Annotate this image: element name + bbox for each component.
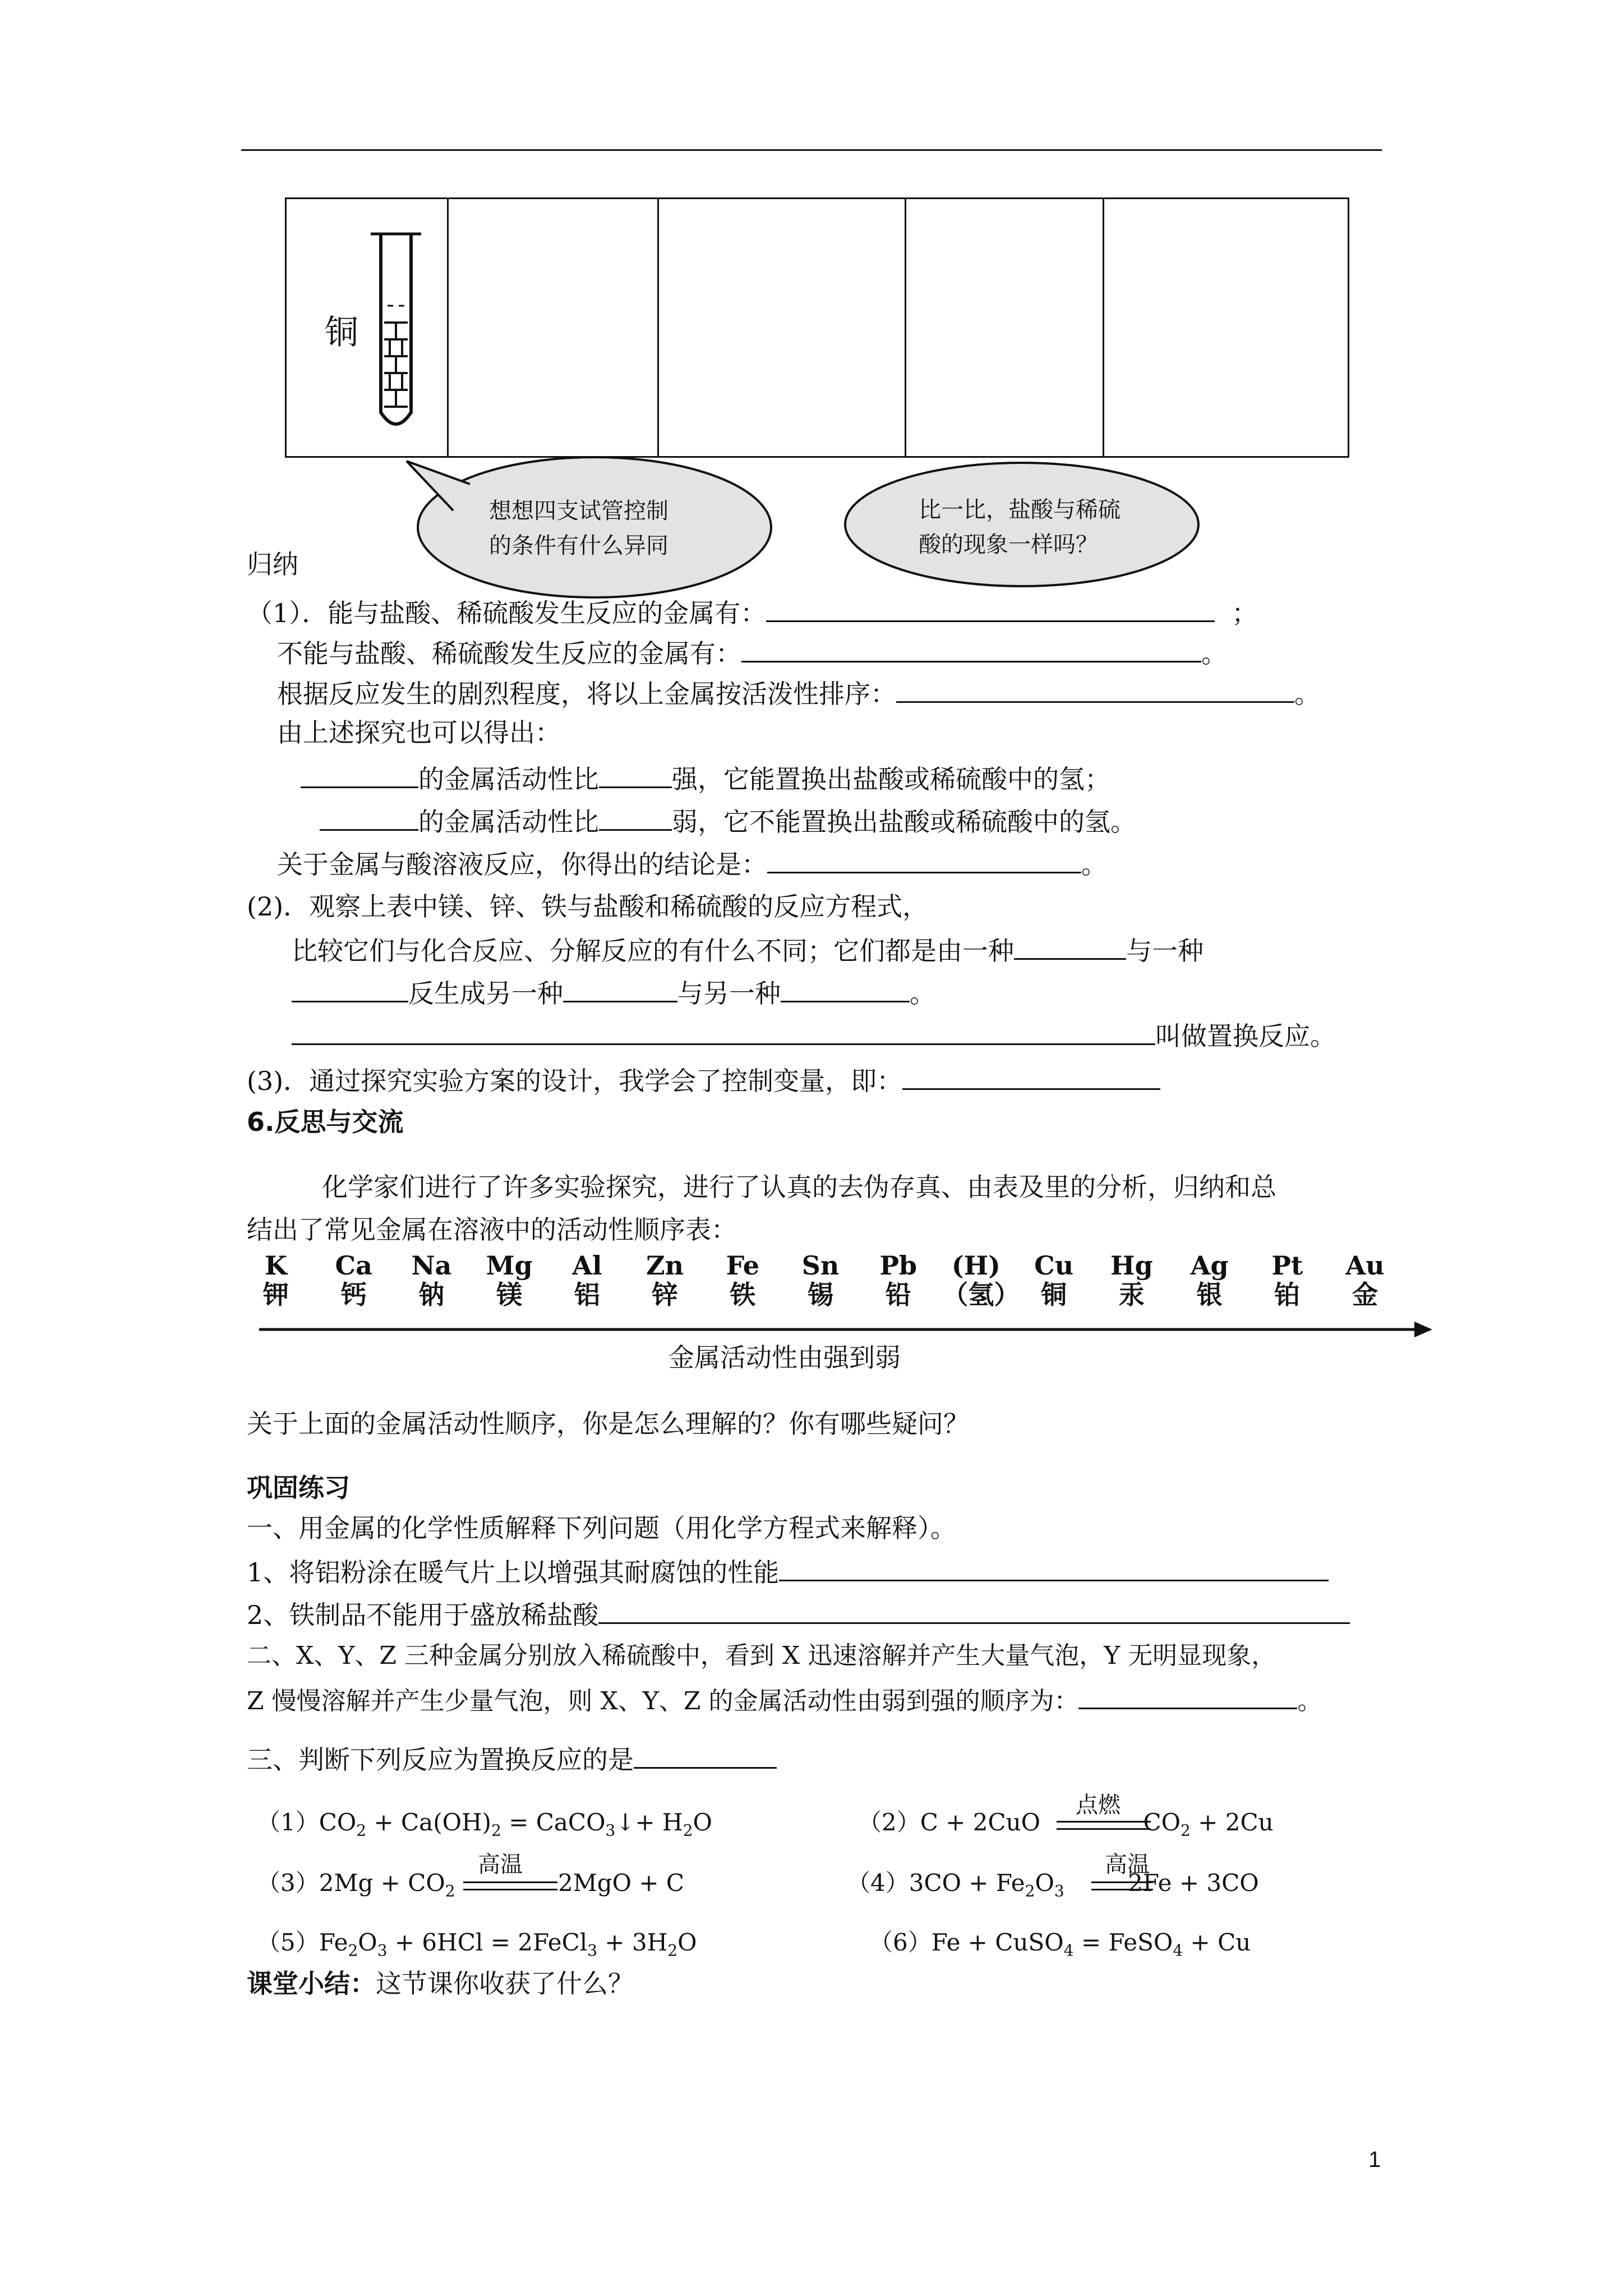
metal-ca <box>320 1251 388 1309</box>
metal-name: 金 <box>1352 1280 1378 1310</box>
metal-na <box>398 1251 465 1309</box>
text: 的金属活动性比 <box>418 764 599 794</box>
metal-k <box>242 1251 310 1309</box>
equation-3: $(3)2Mg + CO_2$ 2MgO + C <box>257 1869 685 1901</box>
metal-symbol: Na <box>411 1250 452 1281</box>
equation-3-condition: 高温 <box>478 1852 523 1878</box>
text: 。 <box>1294 679 1320 709</box>
text: (3)．通过探究实验方案的设计，我学会了控制变量，即： <box>247 1066 903 1096</box>
blank-line <box>896 675 1294 703</box>
practice-q1-2 <box>247 1596 1350 1632</box>
text: 的金属活动性比 <box>418 807 599 837</box>
arrow-caption: 金属活动性由强到弱 <box>668 1342 901 1373</box>
metal-symbol: K <box>265 1250 287 1281</box>
metal-name: 锡 <box>808 1280 833 1310</box>
blank-line <box>599 761 672 788</box>
practice-q2b <box>247 1682 1322 1718</box>
reflection-para-2: 结出了常见金属在溶液中的活动性顺序表： <box>247 1214 737 1245</box>
text: 根据反应发生的剧烈程度，将以上金属按活泼性排序： <box>277 679 896 709</box>
text: 关于金属与酸溶液反应，你得出的结论是： <box>277 849 767 880</box>
left-bubble-text <box>489 494 668 563</box>
text: 反生成另一种 <box>408 978 563 1009</box>
metal-symbol: Zn <box>646 1250 684 1281</box>
table-row <box>286 199 1349 457</box>
blank-line <box>301 761 418 788</box>
blank-line <box>598 1596 1350 1624</box>
metal-name: 铂 <box>1274 1280 1301 1310</box>
equation-3-equals <box>463 1881 557 1890</box>
text: 。 <box>910 978 935 1009</box>
summary-text: 这节课你收获了什么？ <box>376 1968 634 1999</box>
guina-line-10 <box>292 975 935 1010</box>
blank-line <box>779 1554 1329 1581</box>
metal-pt <box>1253 1251 1321 1309</box>
metal-sn <box>787 1251 854 1309</box>
blank-line <box>902 1062 1160 1090</box>
text: 不能与盐酸、稀硫酸发生反应的金属有： <box>277 638 741 669</box>
metal-name: 银 <box>1196 1280 1223 1310</box>
observation-table <box>285 197 1349 458</box>
metal-symbol: Mg <box>486 1250 533 1281</box>
text: 弱，它不能置换出盐酸或稀硫酸中的氢。 <box>672 807 1136 837</box>
metal-symbol: Sn <box>801 1250 840 1281</box>
metal-name: 钠 <box>418 1280 445 1310</box>
metal-name: （氢） <box>942 1280 1020 1310</box>
table-cell <box>658 199 906 457</box>
guina-line-12 <box>247 1062 1160 1098</box>
text: 三、判断下列反应为置换反应的是 <box>247 1745 634 1775</box>
metal-hg <box>1098 1251 1165 1309</box>
blank-line <box>292 975 408 1002</box>
text: 。 <box>1297 1687 1322 1715</box>
metal-symbol: (H) <box>951 1250 1000 1281</box>
table-cell <box>906 199 1104 457</box>
metal-symbol: Pb <box>879 1250 917 1281</box>
metal-symbol: Fe <box>726 1250 759 1281</box>
guina-line-4: 由上述探究也可以得出： <box>277 717 561 748</box>
text: 。 <box>1201 638 1227 669</box>
reflection-para-1: 化学家们进行了许多实验探究，进行了认真的去伪存真、由表及里的分析，归纳和总 <box>322 1172 1276 1202</box>
blank-line <box>1014 932 1126 960</box>
equation-2-condition: 点燃 <box>1076 1792 1121 1818</box>
blank-line <box>766 595 1215 622</box>
page-number: 1 <box>1368 2147 1381 2172</box>
practice-q1: 一、用金属的化学性质解释下列问题（用化学方程式来解释）。 <box>247 1513 956 1543</box>
activity-series <box>0 1251 1623 1318</box>
summary-label: 课堂小结： <box>247 1968 376 1999</box>
right-bubble-text <box>919 493 1121 562</box>
header-rule <box>241 149 1382 151</box>
practice-q2a: 二、X、Y、Z 三种金属分别放入稀硫酸中，看到 X 迅速溶解并产生大量气泡，Y 无明显现象， <box>247 1641 1276 1670</box>
bubble-line: 想想四支试管控制 <box>489 498 668 524</box>
activity-arrow <box>259 1318 1437 1341</box>
text: （1）．能与盐酸、稀硫酸发生反应的金属有： <box>247 598 767 628</box>
text: ； <box>1232 598 1258 628</box>
table-cell-metal <box>286 199 448 457</box>
equation-6: （6）Fe + CuSO$_4$ = FeSO$_4$ + Cu <box>869 1929 1251 1960</box>
guina-title: 归纳 <box>247 549 298 579</box>
test-tube-icon <box>365 227 427 440</box>
guina-line-8: (2)．观察上表中镁、锌、铁与盐酸和稀硫酸的反应方程式， <box>247 891 929 922</box>
table-cell <box>1104 199 1349 457</box>
reflection-title: 6.反思与交流 <box>247 1107 404 1137</box>
metal-cu <box>1020 1251 1087 1309</box>
metal-symbol: Cu <box>1034 1250 1074 1281</box>
table-cell <box>448 199 658 457</box>
equation-1: $(1)CO_2 + Ca(OH)_2$ = CaCO$_3$↓+ $H_2O$ <box>257 1809 712 1840</box>
guina-line-3 <box>277 675 1320 711</box>
metal-au <box>1331 1251 1399 1309</box>
reflection-question: 关于上面的金属活动性顺序，你是怎么理解的？你有哪些疑问？ <box>247 1409 969 1439</box>
metal-symbol: Al <box>572 1250 602 1281</box>
metal-name: 锌 <box>652 1280 678 1310</box>
metal-name: 铝 <box>574 1280 600 1310</box>
guina-line-1 <box>247 595 1257 630</box>
text: 强，它能置换出盐酸或稀硫酸中的氢； <box>672 764 1110 794</box>
blank-line <box>741 635 1201 662</box>
metal-al <box>554 1251 621 1309</box>
class-summary <box>247 1967 634 2000</box>
metal-name: 汞 <box>1118 1280 1145 1310</box>
text: Z 慢慢溶解并产生少量气泡，则 X、Y、Z 的金属活动性由弱到强的顺序为： <box>247 1687 1079 1715</box>
metal-h <box>942 1250 1020 1310</box>
metal-symbol: Au <box>1345 1250 1385 1281</box>
tube-label: 铜 <box>325 313 358 352</box>
blank-line <box>599 803 672 831</box>
text: 1、将铝粉涂在暖气片上以增强其耐腐蚀的性能 <box>247 1557 780 1588</box>
equation-2: （2）C + 2CuO $CO_2 + 2Cu$ <box>858 1809 1274 1840</box>
bubble-line: 酸的现象一样吗？ <box>919 532 1098 558</box>
metal-ag <box>1176 1251 1243 1309</box>
practice-q1-1 <box>247 1554 1329 1589</box>
blank-line <box>1078 1682 1297 1709</box>
text: 与一种 <box>1126 936 1204 966</box>
metal-name: 铁 <box>730 1280 756 1310</box>
practice-q3 <box>247 1741 777 1777</box>
metal-symbol: Pt <box>1271 1250 1303 1281</box>
equation-4-condition: 高温 <box>1105 1852 1150 1878</box>
metal-name: 钙 <box>340 1280 367 1310</box>
text: 。 <box>1081 849 1107 880</box>
metal-name: 铅 <box>885 1280 911 1310</box>
equation-5: $(5)Fe_2O_3 + 6HCl$ = 2FeCl$_3$ + $3H_2O$ <box>257 1929 697 1960</box>
bubble-line: 比一比，盐酸与稀硫 <box>919 497 1121 523</box>
equation-4-equals <box>1091 1881 1153 1890</box>
metal-name: 镁 <box>496 1280 523 1310</box>
text: 比较它们与化合反应、分解反应的有什么不同；它们都是由一种 <box>292 936 1014 966</box>
guina-line-5 <box>301 761 1110 796</box>
guina-line-11 <box>292 1018 1336 1053</box>
metal-name: 钾 <box>263 1280 289 1310</box>
blank-line <box>634 1741 777 1769</box>
equation-4: $(4)3CO + Fe_2O_3$ 2Fe + 3CO <box>847 1869 1259 1901</box>
blank-line <box>292 1018 1155 1045</box>
guina-line-7 <box>277 846 1107 881</box>
text: 叫做置换反应。 <box>1155 1021 1336 1051</box>
blank-line <box>781 975 910 1002</box>
metal-zn <box>631 1251 699 1309</box>
metal-symbol: Ag <box>1190 1250 1229 1281</box>
bubble-line: 的条件有什么异同 <box>489 533 668 559</box>
text: 与另一种 <box>677 978 781 1009</box>
metal-fe <box>709 1251 776 1309</box>
metal-pb <box>865 1251 932 1309</box>
blank-line <box>563 975 677 1002</box>
practice-title: 巩固练习 <box>247 1473 350 1503</box>
guina-line-2 <box>277 635 1227 670</box>
equation-2-equals <box>1057 1821 1151 1830</box>
metal-name: 铜 <box>1041 1280 1067 1310</box>
metal-symbol: Ca <box>335 1250 372 1281</box>
bubble-shapes <box>0 438 1623 606</box>
metal-mg <box>476 1251 543 1309</box>
blank-line <box>767 846 1081 873</box>
blank-line <box>320 803 418 831</box>
metal-symbol: Hg <box>1110 1250 1153 1281</box>
guina-line-9 <box>292 932 1204 968</box>
text: 2、铁制品不能用于盛放稀盐酸 <box>247 1600 599 1630</box>
guina-line-6 <box>320 803 1136 839</box>
